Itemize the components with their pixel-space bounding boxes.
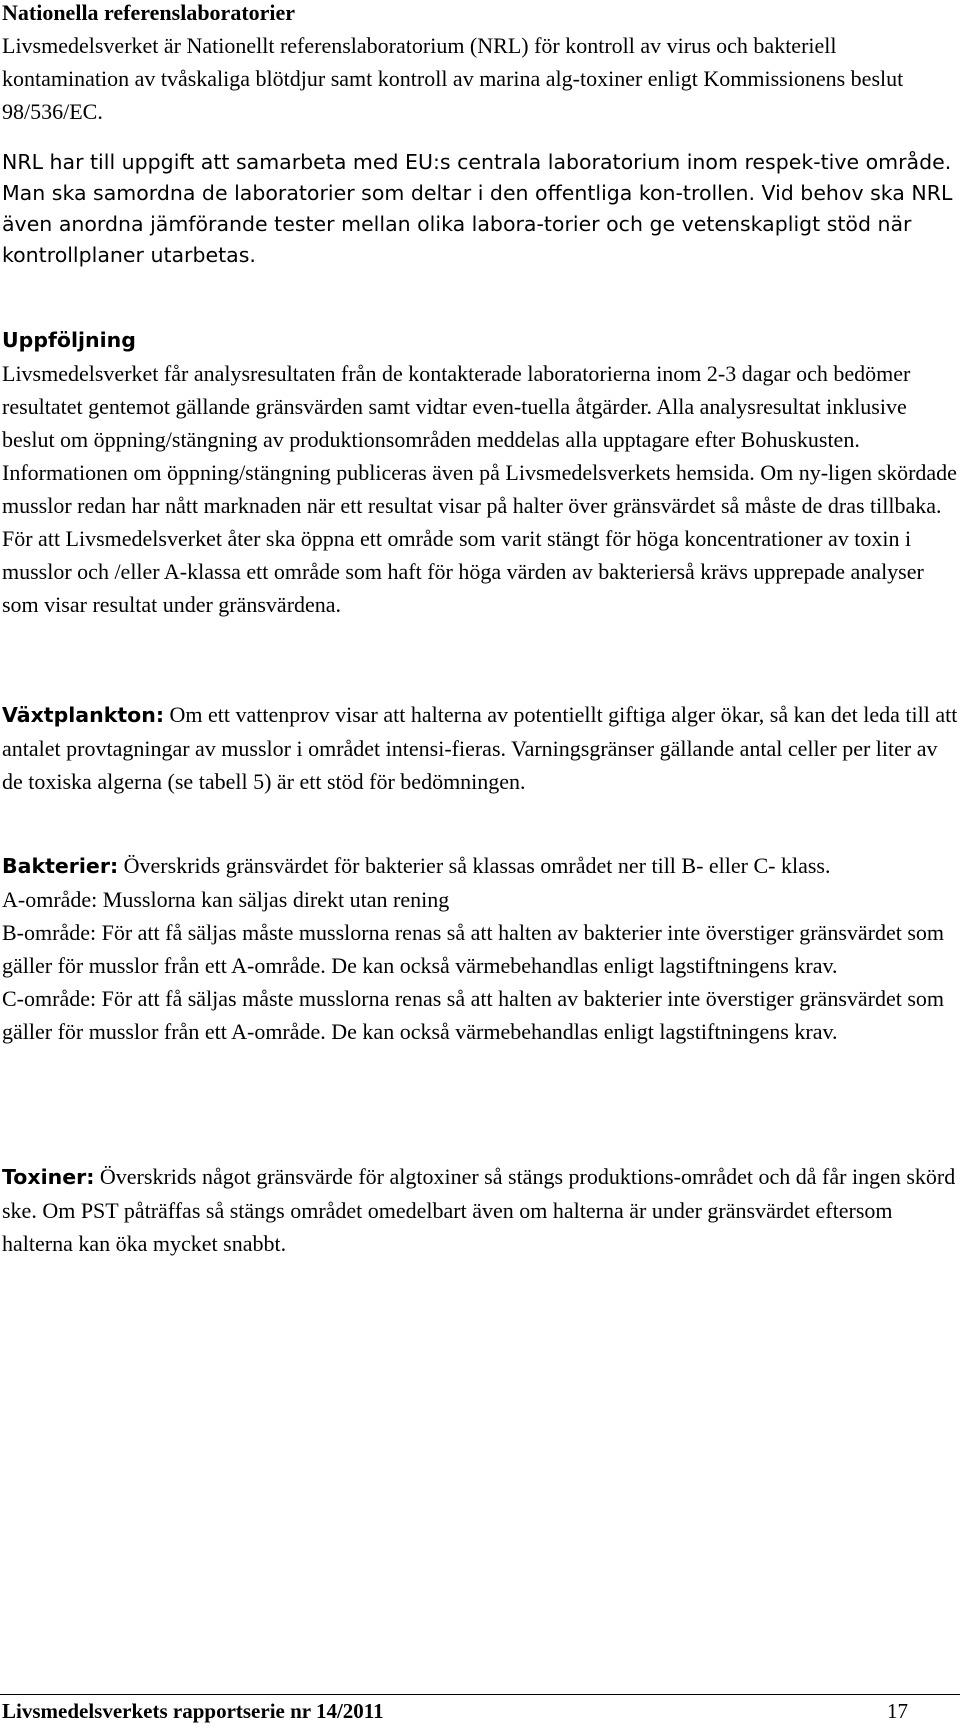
section-uppfoljning: [2, 324, 958, 621]
footer-rule: [0, 1694, 960, 1695]
paragraph-toxiner: [2, 1160, 958, 1260]
paragraph-nrl-tasks: NRL har till uppgift att samarbeta med EU:s centrala laboratorium inom respek-tive område. Man ska samordna de laboratorier som deltar i den offentliga kon-trollen. Vid behov ska NRL även anordna jämförande tester mellan olika labora-torier och ge vetenskapligt stöd när kontrollplaner utarbetas.: [2, 150, 953, 267]
line-b-omrade: B-område: För att få säljas måste musslorna renas så att halten av bakterier inte överstiger gränsvärdet som gäller för musslor från ett A-område. De kan också värmebehandlas enligt lagstiftningens krav.: [2, 920, 945, 978]
label-toxiner: Toxiner:: [2, 1165, 95, 1189]
section-bakterier: [2, 849, 958, 1048]
paragraph-nrl-intro: Livsmedelsverket är Nationellt referenslaboratorium (NRL) för kontroll av virus och bakteriell kontamination av tvåskaliga blötdjur samt kontroll av marina alg-toxiner enligt Kommissionens beslut 98/536/EC.: [2, 33, 904, 124]
text-bakterier: Överskrids gränsvärdet för bakterier så klassas området ner till B- eller C- klass.: [118, 853, 831, 878]
line-a-omrade: A-område: Musslorna kan säljas direkt utan rening: [2, 887, 450, 912]
label-vaxtplankton: Växtplankton:: [2, 703, 165, 727]
label-bakterier: Bakterier:: [2, 854, 119, 878]
page-number: 17: [887, 1699, 908, 1723]
text-vaxtplankton: Om ett vattenprov visar att halterna av potentiellt giftiga alger ökar, så kan det leda till att antalet provtagningar av musslor i området intensi-fieras. Varningsgränser gällande antal celler per liter av de toxiska algerna (se tabell 5) är ett stöd för bedömningen.: [2, 702, 958, 794]
footer-title: Livsmedelsverkets rapportserie nr 14/2011: [2, 1699, 384, 1723]
paragraph-bakterier: [2, 849, 958, 883]
text-toxiner: Överskrids något gränsvärde för algtoxiner så stängs produktions-området och då får ingen skörd ske. Om PST påträffas så stängs området omedelbart även om halterna är under gränsvärdet eftersom halterna kan öka mycket snabbt.: [2, 1164, 956, 1256]
paragraph-vaxtplankton: [2, 698, 958, 798]
section-vaxtplankton: [2, 698, 958, 798]
heading-nrl: Nationella referenslaboratorier: [2, 0, 296, 25]
page-footer: [2, 1697, 908, 1725]
section-toxiner: [2, 1160, 958, 1260]
section-nrl: [2, 0, 958, 128]
paragraph-uppfoljning: Livsmedelsverket får analysresultaten från de kontakterade laboratorierna inom 2-3 dagar och bedömer resultatet gentemot gällande gränsvärden samt vidtar even-tuella åtgärder. Alla analysresultat inklusive beslut om öppning/stängning av produktionsområden meddelas alla upptagare efter Bohuskusten. Informationen om öppning/stängning publiceras även på Livsmedelsverkets hemsida. Om ny-ligen skördade musslor redan har nått marknaden när ett resultat visar på halter över gränsvärdet så måste de dras tillbaka. För att Livsmedelsverket åter ska öppna ett område som varit stängt för höga koncentrationer av toxin i musslor och /eller A-klassa ett område som haft för höga värden av bakterierså krävs upprepade analyser som visar resultat under gränsvärdena.: [2, 361, 957, 617]
heading-uppfoljning: Uppföljning: [2, 328, 136, 352]
line-c-omrade: C-område: För att få säljas måste musslorna renas så att halten av bakterier inte överstiger gränsvärdet som gäller för musslor från ett A-område. De kan också värmebehandlas enligt lagstiftningens krav.: [2, 986, 945, 1044]
